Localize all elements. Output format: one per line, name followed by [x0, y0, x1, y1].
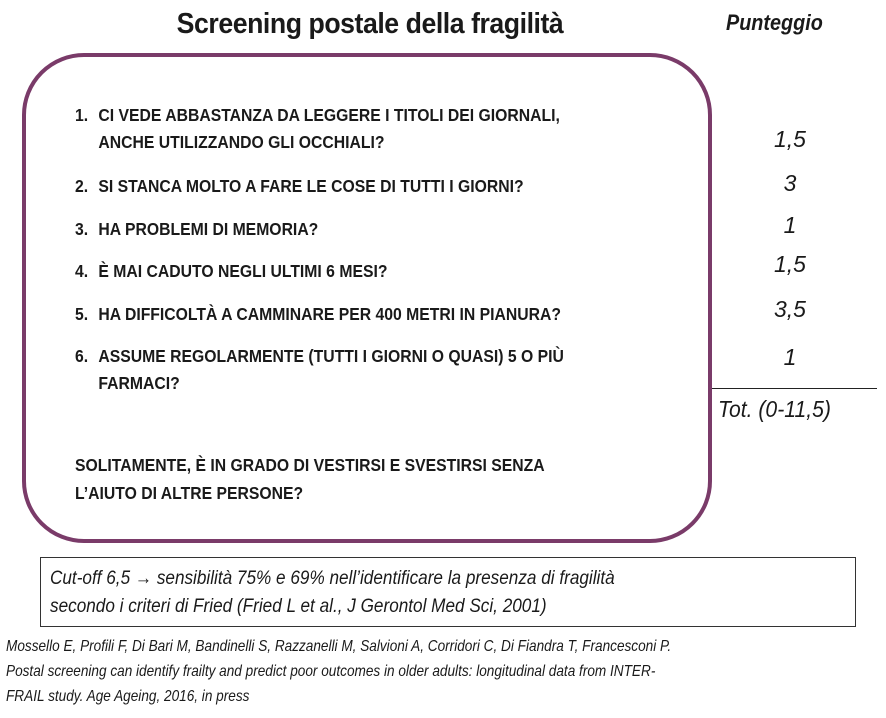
score-total-range: Tot. (0-11,5) — [718, 396, 831, 422]
question-text: HA DIFFICOLTÀ A CAMMINARE PER 400 METRI IN PIANURA? — [98, 304, 562, 324]
reference-line: Postal screening can identify frailty and predict poor outcomes in older adults: longitudinal data from INTER- — [6, 663, 656, 680]
question-3 — [75, 216, 318, 243]
question-number: 5. — [75, 304, 89, 324]
score-5: 3,5 — [774, 296, 806, 322]
question-text-cont: ANCHE UTILIZZANDO GLI OCCHIALI? — [98, 132, 385, 152]
question-text: CI VEDE ABBASTANZA DA LEGGERE I TITOLI DEI GIORNALI, — [98, 105, 560, 125]
question-text: HA PROBLEMI DI MEMORIA? — [98, 219, 319, 239]
question-number: 1. — [75, 105, 89, 125]
extra-question-line: L’AIUTO DI ALTRE PERSONE? — [75, 483, 304, 503]
cutoff-line: secondo i criteri di Fried (Fried L et al., J Gerontol Med Sci, 2001) — [50, 595, 547, 617]
score-column-title: Punteggio — [726, 10, 823, 35]
question-5 — [75, 301, 561, 328]
question-number: 6. — [75, 346, 89, 366]
reference-line: FRAIL study. Age Ageing, 2016, in press — [6, 688, 250, 705]
cutoff-line: Cut-off 6,5 → sensibilità 75% e 69% nell’identificare la presenza di fragilità — [50, 567, 615, 589]
score-4: 1,5 — [774, 251, 806, 277]
question-1 — [75, 102, 560, 156]
reference-line: Mossello E, Profili F, Di Bari M, Bandinelli S, Razzanelli M, Salvioni A, Corridori C, Di Fiandra T, Francesconi P. — [6, 638, 672, 655]
total-divider — [712, 388, 877, 389]
question-text: ASSUME REGOLARMENTE (TUTTI I GIORNI O QUASI) 5 O PIÙ — [98, 346, 564, 366]
question-number: 4. — [75, 261, 89, 281]
question-4 — [75, 258, 387, 285]
score-6: 1 — [783, 344, 797, 370]
extra-question-line: SOLITAMENTE, È IN GRADO DI VESTIRSI E SVESTIRSI SENZA — [75, 455, 545, 475]
question-2 — [75, 173, 524, 200]
question-text-cont: FARMACI? — [98, 373, 180, 393]
page-title: Screening postale della fragilità — [176, 8, 564, 40]
score-2: 3 — [783, 170, 797, 196]
score-1: 1,5 — [774, 126, 806, 152]
score-3: 1 — [783, 212, 797, 238]
extra-question — [75, 451, 545, 507]
question-text: SI STANCA MOLTO A FARE LE COSE DI TUTTI I GIORNI? — [98, 176, 524, 196]
question-number: 3. — [75, 219, 89, 239]
question-number: 2. — [75, 176, 89, 196]
cutoff-note-box — [40, 557, 856, 627]
reference-citation — [6, 634, 789, 709]
question-text: È MAI CADUTO NEGLI ULTIMI 6 MESI? — [98, 261, 388, 281]
question-6 — [75, 343, 564, 397]
